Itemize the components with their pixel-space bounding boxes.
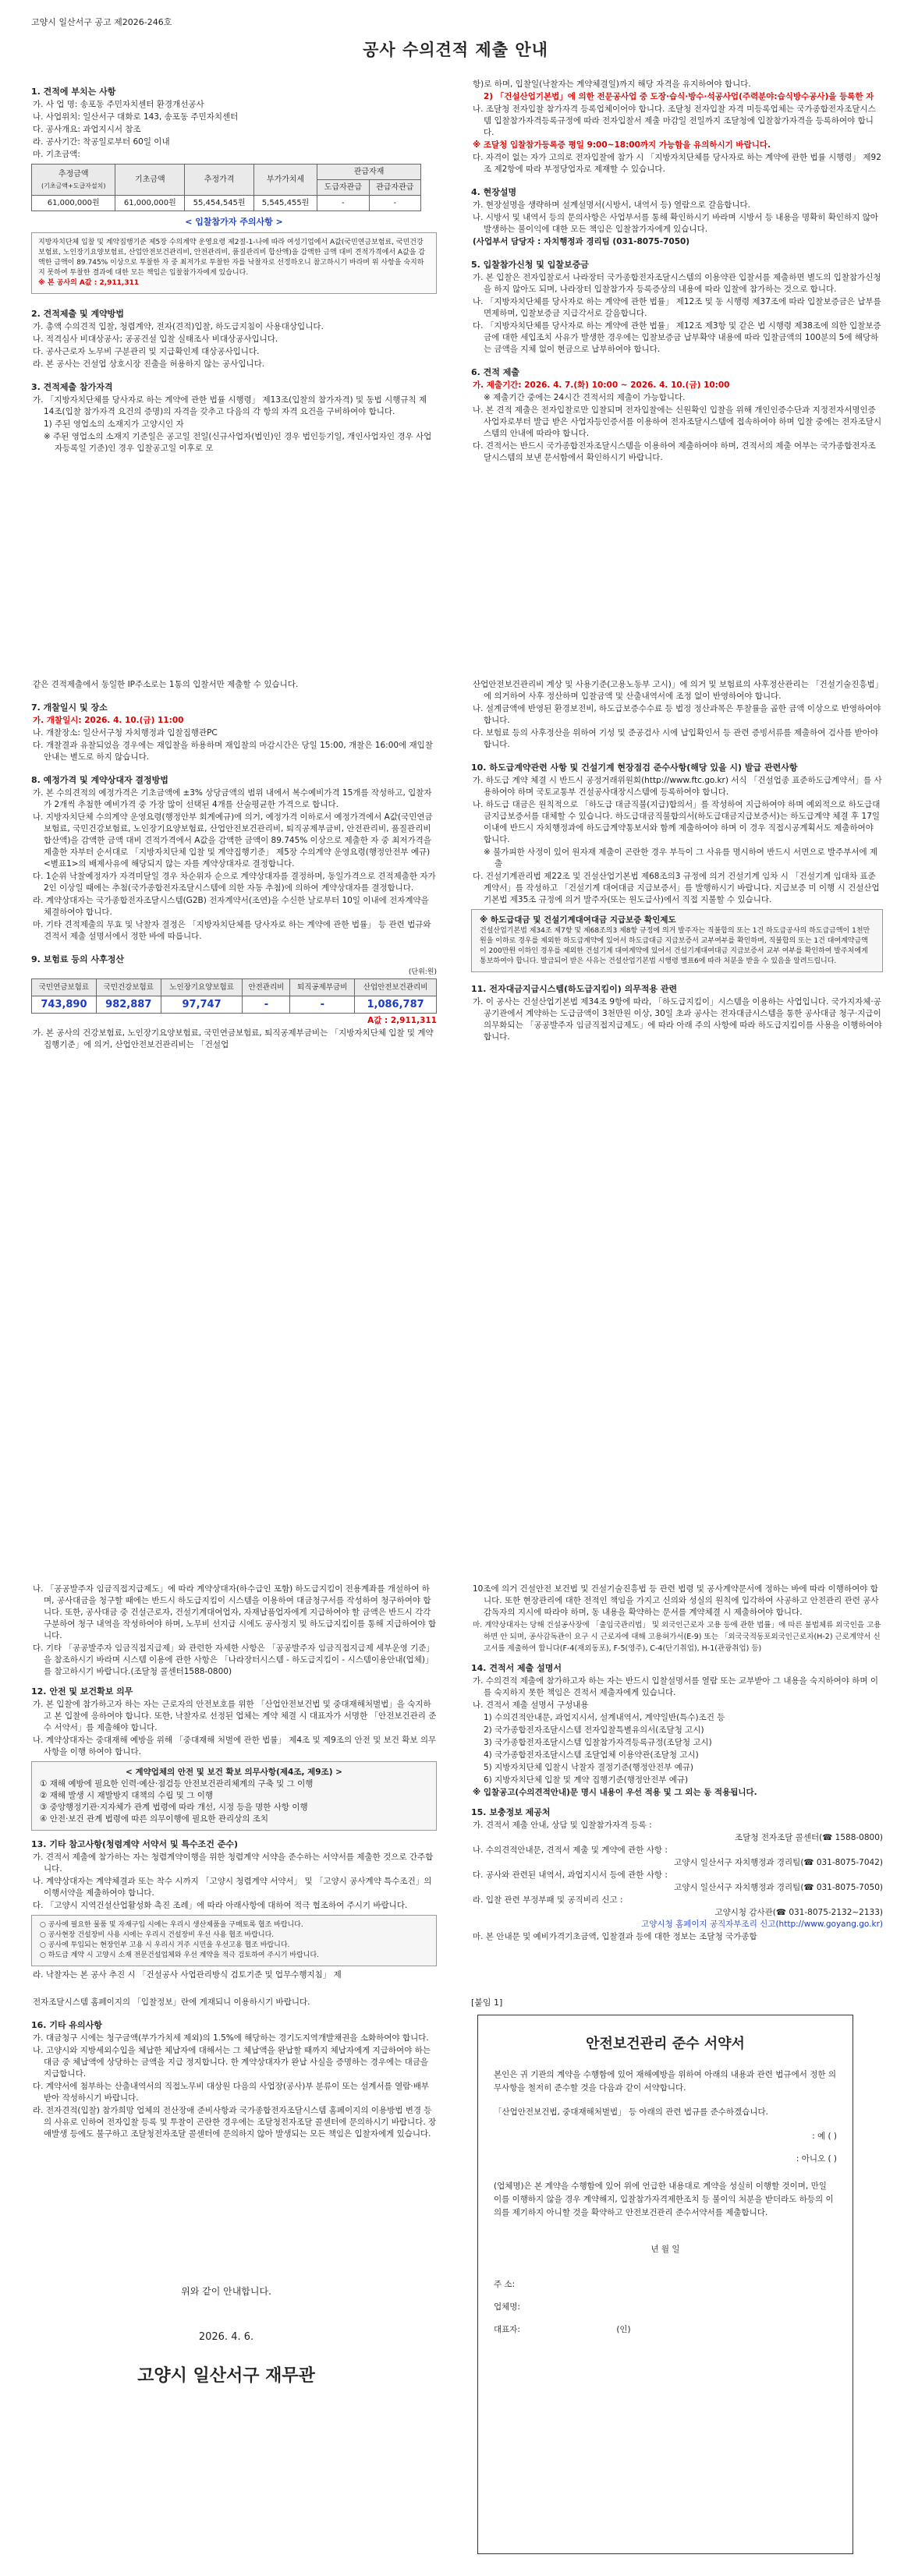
pledge-company[interactable]: 업체명: — [494, 2302, 520, 2312]
section-4-title: 4. 현장설명 — [471, 187, 517, 197]
page-3 — [0, 1583, 911, 1980]
issue-date: 2026. 4. 6. — [198, 2331, 254, 2343]
section-14-title: 14. 견적서 제출 설명서 — [471, 1663, 562, 1673]
section-15-title: 15. 보충정보 제공처 — [471, 1807, 551, 1817]
base-amount-table — [31, 164, 421, 211]
table-header: 부가가치세 — [254, 165, 317, 196]
sec15-contact: 조달청 전자조달 콜센터(☎ 1588-0800) — [735, 1833, 883, 1842]
table-cell: - — [290, 996, 355, 1014]
sec1-item: 마. 기초금액: — [33, 150, 80, 159]
sec13-item: 가. 견적서 제출에 참가하는 자는 청렴계약이행을 위한 청렴계약 서약을 준수하는 서약서를 제출한 것으로 간주합니다. — [33, 1852, 434, 1874]
sec6-item: 나. 본 견적 제출은 전자입찰로만 입찰되며 전자입찰에는 신원확인 입찰을 위해 개인인증수단과 지정전자서명인증사업자로부터 발급 받은 사업자등인증서를 이용하여 전자조달시스템에 접속하여야 하며 입찰 중에는 전자조달시스템의 안내에 따라야 합니다. — [473, 405, 882, 438]
sec9-continued: 산업안전보건관리비 계상 및 사용기준(고용노동부 고시)」에 의거 및 보험료의 사후정산관리는 「건설기술진흥법」에 의거하여 사후 정산하며 입찰금액 및 산출내역서에 조정 없이 반영하여야 합니다. — [473, 680, 879, 701]
sec14-list-item: 4) 국가종합전자조달시스템 조달업체 이용약관(조달청 고시) — [484, 1750, 699, 1760]
sec6-note: ※ 제출기간 중에는 24시간 견적서의 제출이 가능합니다. — [484, 393, 686, 402]
sec3-note: ※ 주된 영업소의 소재지 기준일은 공고일 전일(신규사업자(법인)인 경우 법인등기일, 개인사업자인 경우 사업자등록일 기준)인 경우 입찰공고일 이후로 모 — [44, 432, 432, 453]
sec14-item: 나. 견적서 제출 설명서 구성내용 — [473, 1700, 589, 1710]
table-header: 기초금액 — [115, 165, 185, 196]
table-cell: 982,887 — [96, 996, 161, 1014]
sec3-continued: 항)로 하며, 입찰일(낙찰자는 계약체결일)까지 해당 자격을 유지하여야 합니다. — [473, 80, 751, 89]
sec14-list-item: 5) 지방자치단체 입찰시 낙찰자 결정기준(행정안전부 예규) — [484, 1763, 693, 1772]
sec15-contact: 고양시 일산서구 자치행정과 경리팀(☎ 031-8075-7050) — [674, 1883, 883, 1892]
box-title: ※ 하도급대금 및 건설기계대여대금 지급보증 확인제도 — [480, 915, 676, 925]
sec5-item: 다. 「지방자치단체를 당사자로 하는 계약에 관한 법률」 제12조 제3항 및 같은 법 시행령 제38조에 의한 입찰보증금에 대한 세입조치 사유가 발생한 경우에는 입찰보증금 납부확약 내용에 따라 입찰금액의 100분의 5에 해당하는 금액을 지체 없이 현금으로 납부하여야 합니다. — [473, 321, 881, 354]
sec15-continued: 전자조달시스템 홈페이지의 「입찰정보」란에 게재되니 이용하시기 바랍니다. — [33, 1997, 310, 2007]
sec11-item: 다. 기타 「공공발주자 임금직접지급제」와 관련한 자세한 사항은 「공공발주자 임금직접지급제 세부운영 기준」을 참조하시기 바라며 시스템 이용에 관한 사항은 「나라장터시스템 - 하도급지킴이 - 시스템이용안내(업체)」를 참고하시기 바랍니다.(조달청 콜센터1588-0800) — [33, 1644, 434, 1676]
table-header: 국민연금보험료 — [32, 979, 97, 996]
box-line: ② 재해 발생 시 재발방지 대책의 수립 및 그 이행 — [40, 1791, 214, 1800]
sec7-item: 다. 개찰결과 유찰되었을 경우에는 재입찰을 하용하며 재입찰의 마감시간은 당일 15:00, 개찰은 16:00에 재입찰 안내는 별도로 하지 않습니다. — [33, 741, 433, 762]
rep-label: 대표자: — [494, 2325, 520, 2334]
box-line: ① 재해 예방에 필요한 인력·예산·점검등 안전보건관리체계의 구축 및 그 이행 — [40, 1779, 314, 1789]
sec4-item: 가. 현장설명을 생략하며 설계설명서(시방서, 내역서 등) 열람으로 갈음합니다. — [473, 200, 751, 210]
sec14-list-item: 2) 국가종합전자조달시스템 전자입찰특별유의서(조달청 고시) — [484, 1725, 704, 1735]
left-column — [31, 78, 437, 455]
sec13-item: 라. 낙찰자는 본 공사 추진 시 「건설공사 사업관리방식 검토기준 및 업무수행지침」 제 — [33, 1970, 342, 1980]
sec10-item: 다. 건설기계관리법 제22조 및 건설산업기본법 제68조의3 규정에 의거 건설기계 임차 시 「건설기계 임대차 표준계약서」를 작성하고 「건설기계 대여대금 지급보증서」를 발행하시기 바랍니다. 지급보증 미 이행 시 건설산업기본법 제35조 규정에 의거 발주자(또는 원도급사)에서 직접 지불할 수 있습니다. — [473, 872, 880, 904]
box-line: ○ 공사현장 건설장비 사용 시에는 우리시 건설장비 우선 사용 협조 바랍니다. — [40, 1931, 275, 1939]
sec13-item: 나. 계약상대자는 계약체결과 또는 착수 시까지 「고양시 청렴계약 서약서」 및 「고양시 공사계약 특수조건」의 이행서약을 제출하여야 합니다. — [33, 1877, 432, 1898]
sec8-item: 다. 1순위 낙찰예정자가 자격미달일 경우 차순위자 순으로 계약상대자를 결정하며, 동일가격으로 견적제출한 자가 2인 이상일 때에는 추첨(국가종합전자조달시스템에 의한 자동 추첨)에 의하여 계약상대자를 결정합니다. — [33, 872, 436, 893]
page-title: 공사 수의견적 제출 안내 — [363, 41, 548, 59]
section-11-title: 11. 전자대금지급시스템(하도급지킴이) 의무적용 관련 — [471, 984, 678, 994]
section-13-title: 13. 기타 참고사항(청렴계약 서약서 및 특수조건 준수) — [31, 1839, 239, 1849]
pledge-yes[interactable]: : 예 ( ) — [812, 2132, 837, 2141]
table-cell: 1,086,787 — [355, 996, 437, 1014]
sec1-item: 라. 공사기간: 착공일로부터 60일 이내 — [33, 137, 170, 147]
sec6-item: 다. 견적서는 반드시 국가종합전자조달시스템을 이용하여 제출하여야 하며, 견적서의 제출 여부는 국가종합전자조달시스템의 보낸 문서함에서 확인하시기 바랍니다. — [473, 441, 876, 462]
section-5-title: 5. 입찰참가신청 및 입찰보증금 — [471, 260, 589, 270]
sec12-item: 가. 본 입찰에 참가하고자 하는 자는 근로자의 안전보호를 위한 「산업안전보건법 및 중대재해처벌법」을 숙지하고 본 입찰에 응하여야 합니다. 또한, 낙찰자로 선정된 업체는 계약 체결 시 대표자가 서명한 「안전보건관리 준수 서약서」를 제출해야 합니다. — [33, 1700, 437, 1732]
sec8-item: 가. 본 수의견적의 예정가격은 기초금액에 ±3% 상당금액의 범위 내에서 복수예비가격 15개를 작성하고, 입찰자가 2개씩 추첨한 예비가격 중 가장 많이 선택된 4개를 산술평균한 가격으로 합니다. — [33, 788, 432, 809]
page-4 — [0, 1996, 911, 2573]
table-header: 산업안전보건관리비 — [355, 979, 437, 996]
sec1-item: 나. 사업위치: 일산서구 대화로 143, 송포동 주민자치센터 — [33, 112, 239, 122]
left-column — [31, 678, 437, 1052]
table-header: 관급자관급 — [369, 180, 420, 196]
table-cell: 5,545,455원 — [254, 196, 317, 211]
sec15-item: 나. 수의견적안내문, 견적서 제출 및 계약에 관한 사항 : — [473, 1845, 668, 1855]
section-7-title: 7. 개찰일시 및 장소 — [31, 702, 108, 713]
sec13-continued: 10조에 의거 건설안전 보건법 및 건설기술진흥법 등 관련 법령 및 공사계약문서에 정하는 바에 따라 이행하여야 합니다. 또한 현장관리에 대한 전적인 책임을 가지고 신의와 성실의 원칙에 입각하여 사공하고 안전관리 관련 공사 감독자의 지시에 따라야 하며, 동 내용을 확약하는 문서를 계약체결 시 제출하여야 합니다. — [473, 1584, 879, 1617]
right-column — [471, 78, 883, 465]
box-text: 건설산업기본법 제34조 제7항 및 제68조의3 제8항 규정에 의거 발주자는 직불합의 또는 1건 하도급공사의 하도급금액이 1천만원을 이하로 경우를 제외한 하도급계약에 있어서 하도급대금 지급보증서 교부여부를 확인하며, 직불합의 또는 1건 대여계약금액이 200만원 이하인 경우를 제외한 건설기계 대여계약에 있어서 건설기계대여대금 지급보증서 교부 여부를 확인하여 발주처에게 통보하여야 합니다. 발급되어 받은 사유는 건설산업기본법 시행령 별표6에 따라 처분을 받을 수 있음을 알려드립니다. — [480, 927, 870, 965]
sec15-item: 다. 공사와 관련된 내역서, 과업지시서 등에 관한 사항 : — [473, 1870, 668, 1880]
table-header: 관급자재 — [317, 165, 421, 180]
a-value-total: A값 : 2,911,311 — [367, 1016, 437, 1025]
box-line: ○ 하도급 계약 시 고양시 소재 전문건설업체와 우선 계약을 적극 검토하여 주시기 바랍니다. — [40, 1951, 320, 1959]
sec10-item: 가. 하도급 계약 체결 시 반드시 공정거래위원회(http://www.ftc.go.kr) 서식 「건설업종 표준하도급계약서」를 사용하여야 하며 국토교통부 건설공사대장시스템에 등록하여야 합니다. — [473, 776, 882, 797]
sec11-item: 가. 이 공사는 건설산업기본법 제34조 9항에 따라, 「하도급지킴이」시스템을 이용하는 사업입니다. 국가지자체·공공기관에서 계약하는 도급금액이 3천만원 이상, 30일 초과 공사는 전자대금시스템을 통한 공사대금 청구·지급이 의무화되는 「공공발주자 임금직접지급제도」에 따라 아래 주의 사항에 따라 하도급지킴이를 사용을 이행하여야 합니다. — [473, 997, 882, 1042]
sec3-item: 다. 자격이 없는 자가 고의로 전자입찰에 참가 시 「지방자치단체를 당사자로 하는 계약에 관한 법률 시행령」 제92조 제2항에 따라 부정당업자로 제재할 수 있습니다. — [473, 153, 881, 174]
sec8-item: 마. 기타 견적제출의 무효 및 낙찰자 결정은 「지방자치단체를 당사자로 하는 계약에 관한 법률」 등 관련 법규와 견적서 제출 설명서에서 정한 바에 따릅니다. — [33, 920, 431, 941]
sec2-item: 나. 적격심사 비대상공사; 공공건설 입찰 실태조사 비대상공사입니다. — [33, 334, 278, 344]
issuer-name: 고양시 일산서구 재무관 — [137, 2366, 315, 2386]
sec10-item: 나. 하도급 대금은 원칙적으로 「하도급 대금직불(지급)합의서」를 작성하여 지급하여야 하며 예외적으로 하도급대금지급보증서를 대체할 수 있습니다. 하도급대금직불합의서(하도급대금지급보증서)는 하도급계약 체결 후 17일 이내에 반드시 자치행정과에 하도급계약통보서와 함께 제출하여야 하며 이 경우 직접시공계획서도 제출하여야 합니다. — [473, 800, 881, 844]
seal-mark: (인) — [616, 2325, 631, 2334]
payment-guarantee-box — [471, 909, 883, 972]
submission-period: 가. 제출기간: 2026. 4. 7.(화) 10:00 ~ 2026. 4. 10.(금) 10:00 — [473, 380, 730, 390]
box-title: < 계약업체의 안전 및 보건 확보 의무사항(제4조, 제9조) > — [126, 1767, 342, 1777]
sec11-item: 나. 「공공발주자 임금직접지급제도」에 따라 계약상대자(하수급인 포함) 하도급지킴이 전용계좌를 개설하여 하며, 공사대금을 청구할 때에는 반드시 하도급지킴이 시스템을 이용하여 대금청구서를 작성하여 청구하여야 합니다. 또한, 공사대금 중 건설근로자, 건설기계대여업자, 자재납품업자에게 지급하여야 할 금액은 반드시 각각 구분하여 청구 내역을 작성하여야 하며, 노무비 선지급 시에도 공사정지 및 하도급지킴이를 통해 지급하여야 합니다. — [33, 1584, 437, 1640]
sec3-continued: 같은 견적제출에서 동일한 IP주소로는 1통의 입찰서만 제출할 수 있습니다. — [33, 680, 299, 689]
closing-text: 위와 같이 안내합니다. — [181, 2286, 271, 2297]
pledge-date: 년 월 일 — [650, 2245, 680, 2254]
sec10-note: ※ 불가피한 사정이 있어 원자재 제출이 곤란한 경우 부득이 그 사유를 명시하여 반드시 서면으로 발주부서에 제출 — [484, 847, 878, 869]
sec13-item: 다. 「고양시 지역건설산업활성화 촉진 조례」에 따라 아래사항에 대하여 적극 협조하여 주시기 바랍니다. — [33, 1901, 408, 1910]
sec3-item: 가. 「지방자치단체를 당사자로 하는 계약에 관한 법률 시행령」 제13조(입찰의 참가자격) 및 동법 시행규칙 제14조(입찰 참가자격 요건의 증명)의 자격을 갖추고 다음의 각 항의 자격 요건을 구비하여야 합니다. — [33, 395, 427, 416]
table-cell: - — [369, 196, 420, 211]
sec12-item: 나. 계약상대자는 중대재해 예방을 위해 「중대재해 처벌에 관한 법률」 제4조 및 제9조의 안전 및 보건 확보 의무사항을 이행 하여야 합니다. — [33, 1736, 437, 1757]
sec8-item: 라. 계약상대자는 국가종합전자조달시스템(G2B) 전자계약서(조연)을 수신한 날로부터 10일 이내에 전자계약을 체결하여야 합니다. — [33, 896, 429, 917]
table-cell: - — [317, 196, 369, 211]
unit-label: (단위:원) — [408, 968, 437, 976]
sec14-list-item: 6) 지방자치단체 입찰 및 계약 집행기준(행정안전부 예규) — [484, 1775, 689, 1785]
sec15-item: 라. 입찰 관련 부정부패 및 공직비리 신고 : — [473, 1895, 623, 1905]
sec16-item: 가. 대금청구 시에는 청구금액(부가가치세 제외)의 1.5%에 해당하는 경기도지역개발채권을 소화하여야 합니다. — [33, 2033, 429, 2043]
pledge-commitment: (업체명)은 본 계약을 수행함에 있어 위에 언급한 내용대로 계약을 성실히 이행할 것이며, 만일 이를 이행하지 않을 경우 계약해지, 입찰참가자격제한조치 등 불이익 처분을 받더라도 하등의 이의를 제기하지 아니할 것을 확약하고 안전보건관리 준수서약서를 제출합니다. — [494, 2181, 834, 2217]
insurance-table — [31, 978, 437, 1014]
table-header: 도급자관급 — [317, 180, 369, 196]
sec1-item: 가. 사 업 명: 송포동 주민자치센터 환경개선공사 — [33, 100, 204, 109]
table-header: 국민건강보험료 — [96, 979, 161, 996]
box-line: ④ 안전·보건 관계 법령에 따른 의무이행에 필요한 관리상의 조치 — [40, 1814, 269, 1824]
notice-number: 고양시 일산서구 공고 제2026-246호 — [31, 17, 172, 27]
pledge-intro: 본인은 귀 기관의 계약을 수행함에 있어 재해예방을 위하여 아래의 내용과 관련 법규에서 정한 의무사항을 철저히 준수할 것을 다음과 같이 서약합니다. — [494, 2070, 836, 2093]
report-link[interactable]: 고양시청 홈페이지 공직자부조리 신고(http://www.goyang.go.kr) — [641, 1920, 883, 1929]
sec5-item: 가. 본 입찰은 전자입찰로서 나라장터 국가종합전자조달시스템의 이용약관 입찰서를 제출하면 별도의 입찰참가신청을 하지 않아도 되며, 나라장터 입찰참가자 등록증상의 내용에 따라 입찰에 참가하는 것으로 합니다. — [473, 273, 881, 294]
sec1-item: 다. 공사개요: 과업지시서 참조 — [33, 125, 141, 134]
sec7-item: 나. 개찰장소: 일산서구청 자치행정과 입찰집행관PC — [33, 728, 218, 738]
page-2 — [0, 678, 911, 1575]
box-line: ○ 공사에 투입되는 현장인부 고용 시 우리시 거주 시민을 우선고용 협조 바랍니다. — [40, 1941, 290, 1949]
table-cell: 61,000,000원 — [115, 196, 185, 211]
sec3-item: 나. 조달청 전자입찰 참가자격 등록업체이어야 합니다. 조달청 전자입찰 자격 미등록업체는 국가종합전자조달시스템 입찰참가자격등록규정에 따라 전자입찰서 제출 마감일 전일까지 조달청에 입찰참가자격을 등록하여야 합니다. — [473, 104, 876, 137]
section-9-title: 9. 보험료 등의 사후정산 — [31, 954, 124, 964]
section-3-title: 3. 견적제출 참가자격 — [31, 382, 113, 392]
sec3-note: ※ 조달청 입찰참가등록증 평일 9:00~18:00까지 가능함을 유의하시기 바랍니다. — [473, 140, 771, 150]
box-line: ○ 공사에 필요한 물품 및 자재구입 시에는 우리시 생산제품을 구매토록 협조 바랍니다. — [40, 1921, 303, 1929]
sec3-item2: 2) 「건설산업기본법」에 의한 전문공사업 중 도장·습식·방수·석공사업(주력분야:습식방수공사)을 등록한 자 — [484, 92, 874, 101]
table-header: 퇴직공제부금비 — [290, 979, 355, 996]
safety-pledge-form — [477, 2015, 853, 2554]
opening-datetime: 가. 개찰일시: 2026. 4. 10.(금) 11:00 — [33, 716, 184, 725]
section-16-title: 16. 기타 유의사항 — [31, 2020, 102, 2030]
bidder-notice-box — [31, 232, 437, 294]
pledge-clause: 「산업안전보건법, 중대재해처벌법」 등 아래의 관련 법규를 준수하겠습니다. — [494, 2107, 768, 2117]
table-cell: 743,890 — [32, 996, 97, 1014]
sec15-contact: 고양시청 감사관(☎ 031-8075-2132~2133) — [714, 1908, 883, 1917]
local-industry-box — [31, 1915, 437, 1966]
sec2-item: 라. 본 공사는 건설업 상호시장 진출을 허용하지 않는 공사입니다. — [33, 359, 265, 369]
pledge-address[interactable]: 주 소: — [494, 2280, 516, 2289]
sec9-item: 다. 보험료 등의 사후정산을 위하여 기성 및 준공검사 시에 납입확인서 등 관련 증빙서류를 제출하여 검사를 받아야 합니다. — [473, 728, 878, 749]
box-line: ③ 중앙행정기관·지자체가 관계 법령에 따라 개선, 시정 등을 명한 사항 이행 — [40, 1803, 308, 1812]
sec9-item: 나. 설계금액에 반영된 환경보전비, 하도급보증수수료 등 법정 정산과목은 투찰률을 곱한 금액 이상으로 반영하여야 합니다. — [473, 704, 881, 725]
left-column — [31, 1583, 437, 1982]
table-header: 추정가격 — [185, 165, 254, 196]
right-column — [471, 1583, 883, 1944]
sec16-item: 다. 계약서에 첨부하는 산출내역서의 직접노무비 대상원 다음의 사업장(공사)부 분류이 또는 설계서를 열람·배부 받아 작성하시기 바랍니다. — [33, 2082, 430, 2103]
pledge-representative[interactable] — [494, 2323, 837, 2335]
sec16-item: 라. 전자견적(입찰) 참가희망 업체의 전산장애 준비사항과 국가종합전자조달시스템 홈페이지의 이용방법 변경 등의 사유로 인하여 전자입찰 등록 및 투찰이 곤란한 경우에는 조달청전자조달 콜센터에 문의하시기 바랍니다. 장애발생 등에도 불구하고 조달청전자조달 콜센터에 문의하지 않아 발생되는 모든 책임은 입찰자에게 있습니다. — [33, 2106, 437, 2139]
sec16-item: 나. 고양시와 지방세외수입을 체납한 체납자에 대해서는 그 체납액을 완납할 때까지 체납자에게 지급하여야 하는 대금 중 체납액에 상당하는 금액을 지급 정지합니다. 한 계약상대자가 완납 사실을 증명하는 경우에는 대금을 지급합니다. — [33, 2046, 431, 2079]
table-cell: 97,747 — [161, 996, 243, 1014]
notice-title: < 입찰참가자 주의사항 > — [185, 217, 283, 227]
section-12-title: 12. 안전 및 보건확보 의무 — [31, 1686, 133, 1697]
left-column — [31, 1996, 437, 2141]
table-header: 안전관리비 — [243, 979, 290, 996]
section-2-title: 2. 견적제출 및 계약방법 — [31, 309, 124, 319]
sec15-contact: 고양시 일산서구 자치행정과 경리팀(☎ 031-8075-7042) — [674, 1858, 883, 1867]
right-column — [471, 678, 883, 1044]
sec4-contact: (사업부서 담당자 : 자치행정과 경리팀 (031-8075-7050) — [473, 237, 690, 246]
section-6-title: 6. 견적 제출 — [471, 367, 519, 377]
sec14-item: 가. 수의견적 제출에 참가하고자 하는 자는 반드시 입찰설명서를 열람 또는 교부받아 그 내용을 숙지하여야 하며 이를 숙지하지 못한 책임은 견적서 제출자에게 있습니다. — [473, 1676, 878, 1697]
pledge-no[interactable]: : 아니오 ( ) — [796, 2154, 837, 2164]
table-header: 노인장기요양보험료 — [161, 979, 243, 996]
sec2-item: 가. 총액 수의견적 입찰, 청렴계약, 전자(견적)입찰, 하도급지침이 사용대상입니다. — [33, 322, 324, 331]
section-1-title: 1. 견적에 부치는 사항 — [31, 87, 116, 97]
sec4-item: 나. 시방서 및 내역서 등의 문의사항은 사업부서를 통해 확인하시기 바라며 시방서 등 내용을 명확히 확인하지 않아 발생하는 불이익에 대한 모든 책임은 입찰참가자에게 있습니다. — [473, 213, 878, 234]
sec15-item: 가. 견적서 제출 안내, 상담 및 입찰참가자격 등록 : — [473, 1821, 652, 1830]
pledge-title: 안전보건관리 준수 서약서 — [586, 2036, 745, 2052]
sec14-list-item: 1) 수의견적안내문, 과업지시서, 설계내역서, 계약일반(특수)조건 등 — [484, 1713, 725, 1722]
table-cell: 61,000,000원 — [32, 196, 115, 211]
sec14-note: ※ 입찰공고(수의견적안내)문 명시 내용이 우선 적용 및 그 외는 동 적용됩니다. — [473, 1788, 757, 1797]
sec2-item: 다. 공사근로자 노무비 구분관리 및 지급확인제 대상공사입니다. — [33, 347, 260, 356]
sec3-sub: 1) 주된 영업소의 소재지가 고양시인 자 — [44, 419, 184, 429]
section-8-title: 8. 예정가격 및 계약상대자 결정방법 — [31, 775, 168, 785]
safety-duty-box — [31, 1761, 437, 1831]
table-cell: - — [243, 996, 290, 1014]
section-10-title: 10. 하도급계약관련 사항 및 건설기계 현장점검 준수사항(해당 있을 시) 발급 관련사항 — [471, 763, 798, 773]
attachment-tag: [붙임 1] — [471, 1997, 503, 2008]
table-cell: 55,454,545원 — [185, 196, 254, 211]
sec9-item: 가. 본 공사의 건강보험료, 노인장기요양보험료, 국민연금보험료, 퇴직공제부금비는 「지방자치단체 입찰 및 계약집행기준」에 의거, 산업안전보건관리비는 「건설업 — [33, 1028, 434, 1049]
sec14-list-item: 3) 국가종합전자조달시스템 입찰참가자격등록규정(조달청 고시) — [484, 1738, 712, 1747]
notice-text: 지방자치단체 입찰 및 계약집행기준 제5장 수의계약 운영요령 제2절-1-나에 따라 여성기업에서 A값(국민연금보험료, 국민건강보험료, 노인장기요양보험료, 산업안전보건관리비, 안전관리비, 품질관리비 합산액)을 감액한 금액 대비 견적가격에서 A값을 감액한 금액이 89.745% 이상으로 투찰한 자 중 최저가로 투찰한 자를 낙찰자로 선정하오니 참고하시기 바라며 위 사항을 숙지하지 못하여 투찰한 결과에 대한 모든 책임은 입찰참가자에게 있습니다. — [38, 239, 425, 277]
sec8-item: 나. 지방자치단체 수의계약 운영요령(행정안부 회계예규)에 의거, 예정가격 이하로서 예정가격에서 A값(국민연금보험료, 국민건강보험료, 노인장기요양보험료, 산업안전보건관리비, 퇴직공제부금비, 안전관리비, 품질관리비 합산액)을 감액한 금액 대비 견적가격에서 A값을 감액한 금액이 89.745% 이상으로 제출한 자 중 최저가격을 제출한 자부터 순서대로 「지방자치단체 입찰 및 계약집행기준」 제5장 수의계약 운영요령(행정안전부 예규) <별표1>의 배제사유에 해당되지 않는 자를 계약상대자로 결정합니다. — [33, 812, 433, 869]
table-header: 추정금액 (기초금액+도급자설치) — [32, 165, 115, 196]
sec15-item: 마. 본 안내문 및 예비가격기초금액, 입찰결과 등에 대한 정보는 조달청 국가종합 — [473, 1932, 757, 1941]
sec13-item: 마. 계약상대자는 당해 건설공사장에 「출입국관리법」 및 외국인근로자 고용 등에 관한 법률」에 따른 불법체류 외국인을 고용하면 안 되며, 공사감독관이 요구 시 근로자에 대해 고용허가서(E-9) 또는 「외국국적동포외국인근로자(H-2) 근로계약서 신고서를 제출하여 합니다(F-4(재외동포), F-5(영주), C-4(단기취업), H-1(관광취업) 등) — [473, 1621, 881, 1653]
sec5-item: 나. 「지방자치단체를 당사자로 하는 계약에 관한 법률」 제12조 및 동 시행령 제37조에 따라 입찰보증금은 납부를 면제하며, 입찰보증금 지급각서로 갈음합니다. — [473, 297, 881, 318]
a-value-note: ※ 본 공사의 A값 : 2,911,311 — [38, 279, 140, 287]
